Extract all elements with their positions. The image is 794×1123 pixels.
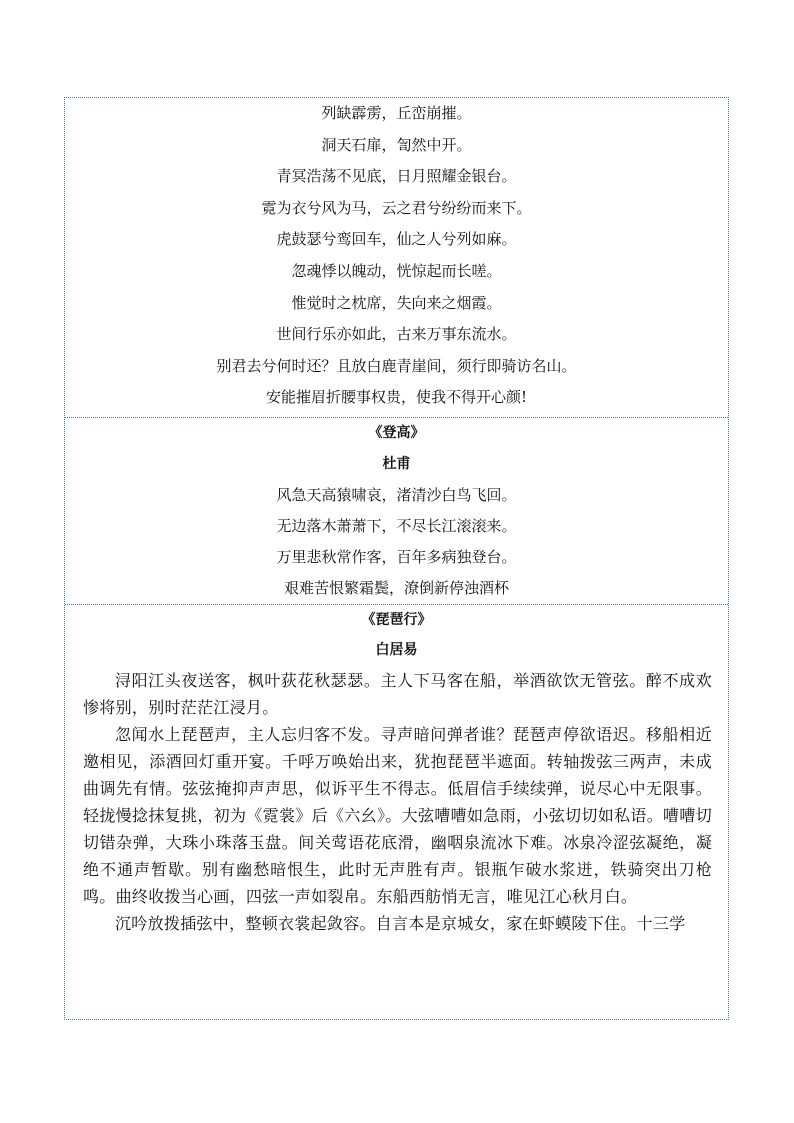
poem-line: 无边落木萧萧下，不尽长江滚滚来。 — [276, 517, 517, 535]
poem-line: 洞天石扉，訇然中开。 — [321, 135, 472, 154]
poem-paragraph: 忽闻水上琵琶声，主人忘归客不发。寻声暗问弹者谁？琵琶声停欲语迟。移船相近邀相见，添酒回灯重开宴。千呼万唤始出来，犹抱琵琶半遮面。转轴拨弦三两声，未成曲调先有情。弦弦掩抑声声思，似诉平生不得志。低眉信手续续弹，说尽心中无限事。轻拢慢捻抹复挑，初为《霓裳》后《六幺》。大弦嘈嘈如急雨，小弦切切如私语。嘈嘈切切错杂弹，大珠小珠落玉盘。间关莺语花底滑，幽咽泉流冰下难。冰泉冷涩弦凝绝，凝绝不通声暂歇。别有幽愁暗恨生，此时无声胜有声。银瓶乍破水浆迸，铁骑突出刀枪鸣。曲终收拨当心画，四弦一声如裂帛。东船西舫悄无言，唯见江心秋月白。 — [83, 725, 712, 906]
poem-line: 风急天高猿啸哀，渚清沙白鸟飞回。 — [276, 486, 517, 504]
poem-line: 艰难苦恨繁霜鬓，潦倒新停浊酒杯 — [283, 579, 509, 597]
poem-author: 杜甫 — [382, 456, 411, 472]
poem-cell-denggao — [65, 418, 728, 605]
poem-title: 《琵琶行》 — [361, 612, 432, 628]
poem-line: 霓为衣兮风为马，云之君兮纷纷而来下。 — [261, 198, 532, 217]
poem-line: 安能摧眉折腰事权贵，使我不得开心颜! — [265, 388, 528, 407]
poem-line: 列缺霹雳，丘峦崩摧。 — [321, 104, 472, 122]
poem-author: 白居易 — [375, 642, 418, 658]
poem-line: 惟觉时之枕席，失向来之烟霞。 — [291, 293, 502, 312]
poem-line: 虎鼓瑟兮鸾回车，仙之人兮列如麻。 — [276, 230, 517, 249]
poem-line: 忽魂悸以魄动，恍惊起而长嗟。 — [291, 261, 502, 280]
poem-paragraph: 浔阳江头夜送客，枫叶荻花秋瑟瑟。主人下马客在船，举酒欲饮无管弦。醉不成欢惨将别，别时茫茫江浸月。 — [83, 671, 712, 717]
poem-title: 《登高》 — [368, 425, 425, 441]
poem-line: 别君去兮何时还？且放白鹿青崖间，须行即骑访名山。 — [216, 356, 577, 375]
poem-cell-pipaxing — [65, 605, 728, 1019]
poem-table — [64, 97, 729, 1020]
poem-cell-mengyou — [65, 98, 728, 418]
poem-paragraph: 沉吟放拨插弦中，整顿衣裳起敛容。自言本是京城女，家在虾蟆陵下住。十三学 — [115, 914, 686, 933]
poem-line: 青冥浩荡不见底，日月照耀金银台。 — [276, 167, 517, 186]
poem-line: 世间行乐亦如此，古来万事东流水。 — [276, 325, 517, 344]
poem-line: 万里悲秋常作客，百年多病独登台。 — [276, 548, 517, 566]
